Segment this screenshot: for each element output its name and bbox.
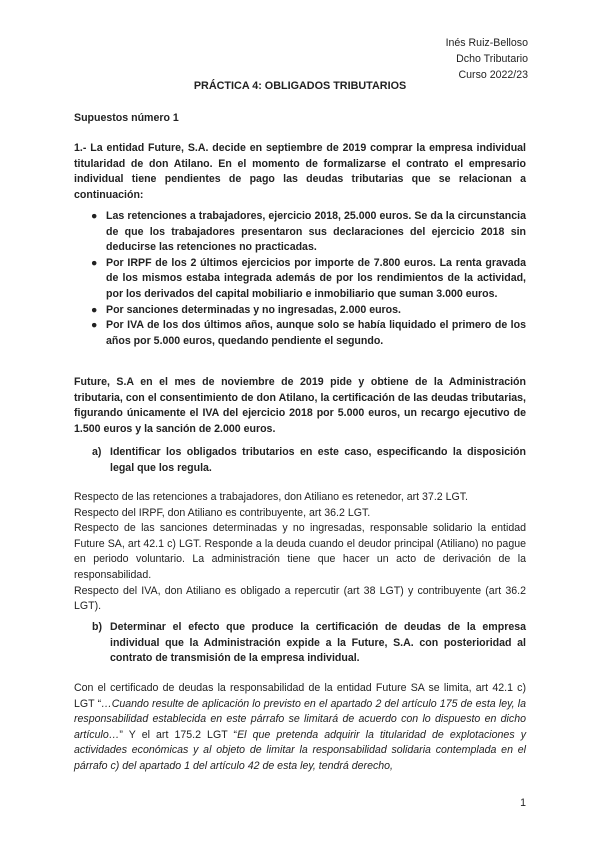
question-a <box>92 445 526 476</box>
question-b-letter: b) <box>92 621 102 633</box>
answer-a-paragraph: Respecto del IRPF, don Atiliano es contribuyente, art 36.2 LGT. <box>74 506 371 519</box>
question-a-letter: a) <box>92 446 102 458</box>
question-a-text: Identificar los obligados tributarios en este caso, especificando la disposición legal que los regula. <box>110 446 526 474</box>
page-title: PRÁCTICA 4: OBLIGADOS TRIBUTARIOS <box>193 80 407 92</box>
document-header <box>446 35 528 83</box>
legal-quote: El que pretenda adquirir la titularidad de explotaciones y actividades económicas y al objeto de limitar la responsabilidad solidaria contemplada en el párrafo c) del apartado 1 del artículo 42 de esta ley, tendrá derecho, <box>74 728 526 772</box>
list-item: ● Por sanciones determinadas y no ingresadas, 2.000 euros. <box>88 303 526 319</box>
question-b-text: Determinar el efecto que produce la certificación de deudas de la empresa individual que la Administración expide a la Future, S.A. con posterioridad al contrato de transmisión de la empresa individual. <box>110 621 526 665</box>
answer-a-paragraph: Respecto de las retenciones a trabajadores, don Atiliano es retenedor, art 37.2 LGT. <box>74 491 468 503</box>
bullet-icon: ● <box>91 256 98 269</box>
case-followup: Future, S.A en el mes de noviembre de 2019 pide y obtiene de la Administración tributaria, con el consentimiento de don Atilano, la certificación de las deudas tributarias, figurando únicamente el IVA del ejercicio 2018 por 5.000 euros, un recargo ejecutivo de 1.500 euros y la sanción de 2.000 euros. <box>74 376 526 435</box>
subject-name: Dcho Tributario <box>456 53 528 65</box>
legal-quote: …Cuando resulte de aplicación lo previsto en el apartado 2 del artículo 175 de esta ley, la responsabilidad establecida en este párrafo se limitará de acuerdo con lo dispuesto en dicho artículo… <box>74 697 526 741</box>
bullet-icon: ● <box>91 319 98 332</box>
answer-b-paragraph: Con el certificado de deudas la responsabilidad de la entidad Future SA se limita, art 42.1 c) LGT “…Cuando resulte de aplicación lo previsto en el apartado 2 del artículo 175 de esta ley, la responsabilidad establecida en este párrafo se limitará de acuerdo con lo dispuesto en dicho artículo…” Y el art 175.2 LGT “El que pretenda adquirir la titularidad de explotaciones y actividades económicas y al objeto de limitar la responsabilidad solidaria contemplada en el párrafo c) del apartado 1 del artículo 42 de esta ley, tendrá derecho, <box>74 682 526 772</box>
list-item: ● Por IVA de los dos últimos años, aunque solo se había liquidado el primero de los años por 5.000 euros, quedando pendiente el segundo. <box>91 319 526 347</box>
section-heading: Supuestos número 1 <box>74 112 179 124</box>
list-item: ● Las retenciones a trabajadores, ejercicio 2018, 25.000 euros. Se da la circunstancia de que los trabajadores presentaron sus declaraciones del ejercicio 2018 sin deducirse las retenciones no practicadas. <box>91 210 526 254</box>
page-number: 1 <box>520 797 526 809</box>
answer-a <box>74 490 526 615</box>
course-year: Curso 2022/23 <box>458 69 528 81</box>
answer-a-paragraph: Respecto del IVA, don Atiliano es obligado a repercutir (art 38 LGT) y contribuyente (art 36.2 LGT). <box>74 584 526 613</box>
bullet-icon: ● <box>91 210 98 222</box>
case-intro: 1.- La entidad Future, S.A. decide en septiembre de 2019 comprar la empresa individual titularidad de don Atilano. En el momento de formalizarse el contrato el empresario individual tiene pendientes de pago las deudas tributarias que se relacionan a continuación: <box>74 142 526 201</box>
bullet-icon: ● <box>91 303 98 316</box>
list-item: ● Por IRPF de los 2 últimos ejercicios por importe de 7.800 euros. La renta gravada de los mismos estaba integrada además de por los rendimientos de la actividad, por los derivados del capital mobiliario e inmobiliario que suman 3.000 euros. <box>91 256 526 300</box>
answer-b <box>74 681 526 775</box>
question-b <box>92 620 526 667</box>
debts-list <box>88 209 526 349</box>
answer-a-paragraph: Respecto de las sanciones determinadas y no ingresadas, responsable solidario la entidad Future SA, art 42.1 c) LGT. Responde a la deuda cuando el deudor principal (Atiliano) no pague en periodo voluntario. La administración tiene que hacer un acto de derivación de la responsabilidad. <box>74 522 526 581</box>
author-name: Inés Ruiz-Belloso <box>445 37 528 49</box>
